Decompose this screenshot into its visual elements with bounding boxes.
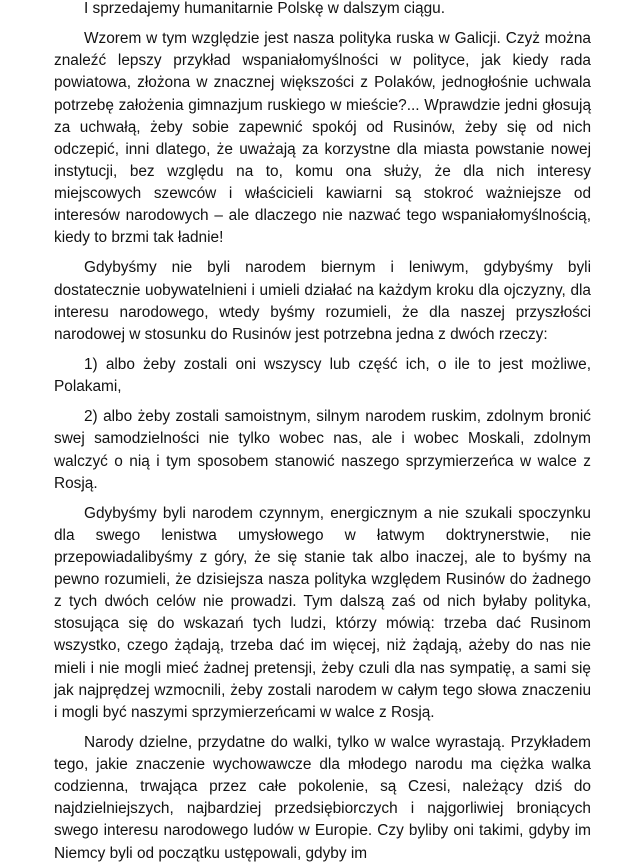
paragraph-6: Gdybyśmy byli narodem czynnym, energicznym a nie szukali spoczynku dla swego lenistwa umysłowego w łatwym doktrynerstwie, nie przepowiadalibyśmy z góry, że się stanie tak albo inaczej, ale to byśmy na pewno rozumieli, że dzisiejsza nasza polityka względem Rusinów do żadnego z tych dwóch celów nie prowadzi. Tym dalszą zaś od nich byłaby polityka, stosująca się do wskazań tych ludzi, którzy mówią: trzeba dać Rusinom wszystko, czego żądają, trzeba dać im więcej, niż żądają, ażeby do nas nie mieli i nie mogli mieć żadnej pretensji, żeby czuli dla nas sympatię, a sami się jak najprędzej wzmocnili, żeby zostali narodem w całym tego słowa znaczeniu i mogli być naszymi sprzymierzeńcami w walce z Rosją. (54, 504, 591, 721)
paragraph-3: Gdybyśmy nie byli narodem biernym i leniwym, gdybyśmy byli dostatecznie uobywatelnieni i umieli działać na każdym kroku dla ojczyzny, dla interesu narodowego, wtedy byśmy rozumieli, że dla naszej przyszłości narodowej w stosunku do Rusinów jest potrzebna jedna z dwóch rzeczy: (54, 259, 591, 343)
paragraph-4: 1) albo żeby zostali oni wszyscy lub część ich, o ile to jest możliwe, Polakami, (54, 355, 591, 396)
paragraph-7: Narody dzielne, przydatne do walki, tylko w walce wyrastają. Przykładem tego, jakie znaczenie wychowawcze dla młodego narodu ma ciężka walka codzienna, trwająca przez całe pokolenie, są Czesi, należący dziś do najdzielniejszych, najbardziej przedsiębiorczych i najgorliwiej broniących swego interesu narodowego ludów w Europie. Czy byliby oni takimi, gdyby im Niemcy byli od początku ustępowali, gdyby im (54, 734, 591, 862)
paragraph-5: 2) albo żeby zostali samoistnym, silnym narodem ruskim, zdolnym bronić swej samodzielności nie tylko wobec nas, ale i wobec Moskali, zdolnym walczyć o nią i tym sposobem stanowić naszego sprzymierzeńca w walce z Rosją. (54, 408, 591, 492)
paragraph-2: Wzorem w tym względzie jest nasza polityka ruska w Galicji. Czyż można znaleźć lepszy przykład wspaniałomyślności w polityce, jak kiedy rada powiatowa, złożona w znacznej większości z Polaków, jednogłośnie uchwala potrzebę założenia gimnazjum ruskiego w mieście?... Wprawdzie jedni głosują za uchwałą, żeby sobie zapewnić spokój od Rusinów, żeby się od nich odczepić, inni dlatego, że uważają za korzystne dla miasta powstanie nowej instytucji, bez względu na to, komu ona służy, że dla nich interesy miejscowych szewców i właścicieli kawiarni są stokroć ważniejsze od interesów narodowych – ale dlaczego nie nazwać tego wspaniałomyślnością, kiedy to brzmi tak ładnie! (54, 30, 591, 247)
paragraph-1: I sprzedajemy humanitarnie Polskę w dalszym ciągu. (84, 0, 445, 17)
